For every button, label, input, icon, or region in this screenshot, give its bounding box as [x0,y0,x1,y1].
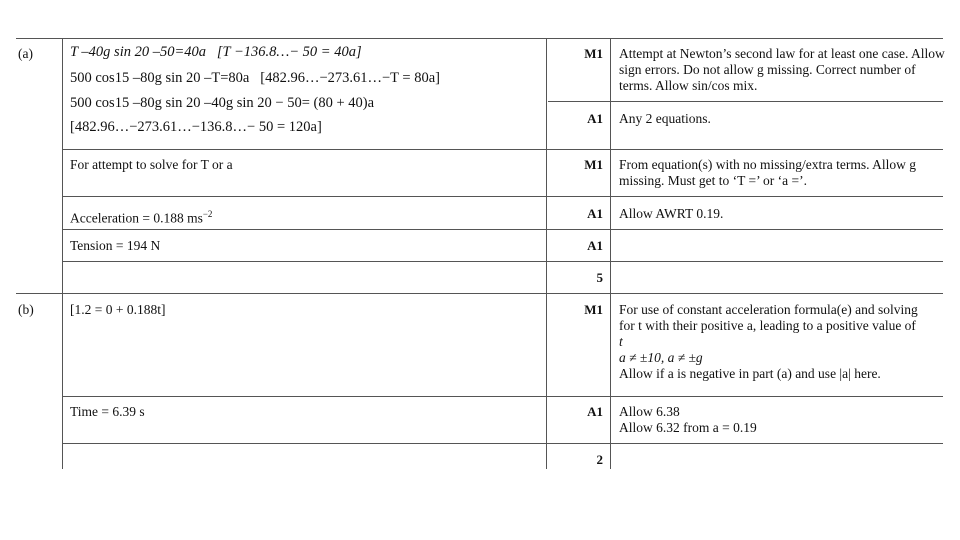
column-divider [62,38,63,469]
mark-a-a1-tension: A1 [587,238,603,253]
equation-4 [70,119,322,136]
time-row-text: Time = 6.39 s [70,404,145,419]
guidance-b-a1-line: Allow 6.32 from a = 0.19 [619,420,757,435]
column-divider [546,38,547,469]
part-b-total-marks: 2 [596,452,603,467]
tension-row-text: Tension = 194 N [70,238,161,253]
guidance-b-m1-line: For use of constant acceleration formula(e) and solving [619,302,918,317]
equation-1-main: T –40g sin 20 –50=40a [70,44,207,60]
equation-4-alt: [482.96…−273.61…−136.8…− 50 = 120a] [70,119,322,135]
kinematics-formula: [1.2 = 0 + 0.188t] [70,302,166,317]
guidance-a-m1-solve: From equation(s) with no missing/extra terms. Allow g missing. Must get to ‘T =’ or ‘a =’. [619,157,916,188]
row-divider [62,261,943,262]
guidance-b-a1-time [619,404,949,436]
guidance-b-m1-line: Allow if a is negative in part (a) and use |a| here. [619,366,881,381]
row-divider [548,101,943,102]
column-divider [610,38,611,469]
part-a-label: (a) [18,46,33,61]
mark-a-m1: M1 [584,46,603,61]
row-divider [62,196,943,197]
mark-a-m1-solve: M1 [584,157,603,172]
acceleration-text: Acceleration = 0.188 ms [70,210,203,226]
equation-2-alt: [482.96…−273.61…−T = 80a] [260,70,440,86]
guidance-b-m1-line: for t with their positive a, leading to a positive value of [619,318,916,333]
equation-3-main: 500 cos15 –80g sin 20 –40g sin 20 − 50= (80 + 40)a [70,95,375,111]
mark-a-a1-equations: A1 [587,111,603,126]
acceleration-row [70,206,212,227]
equation-1 [70,44,362,61]
guidance-b-a1-line: Allow 6.38 [619,404,680,419]
part-divider [16,293,943,294]
guidance-b-m1-line: a ≠ ±10, a ≠ ±g [619,350,703,365]
equation-1-alt: [T −136.8…− 50 = 40a] [216,44,362,60]
solve-row-text: For attempt to solve for T or a [70,157,233,172]
guidance-a-m1: Attempt at Newton’s second law for at least one case. Allow sign errors. Do not allow g missing. Correct number of terms. Allow sin/cos mix. [619,46,945,93]
table-top-border [16,38,943,39]
row-divider [62,443,943,444]
equation-2-main: 500 cos15 –80g sin 20 –T=80a [70,70,250,86]
equation-3 [70,95,374,112]
row-divider [62,396,943,397]
guidance-a-a1-acceleration: Allow AWRT 0.19. [619,206,724,221]
mark-b-a1-time: A1 [587,404,603,419]
acceleration-unit-exponent: −2 [202,209,213,219]
guidance-b-m1-line: t [619,334,623,349]
guidance-a-a1-equations: Any 2 equations. [619,111,711,126]
mark-b-m1: M1 [584,302,603,317]
row-divider [62,229,943,230]
mark-a-a1-acceleration: A1 [587,206,603,221]
part-b-label: (b) [18,302,34,317]
equation-2 [70,70,440,87]
row-divider [62,149,943,150]
guidance-b-m1 [619,302,949,382]
part-a-total-marks: 5 [596,270,603,285]
